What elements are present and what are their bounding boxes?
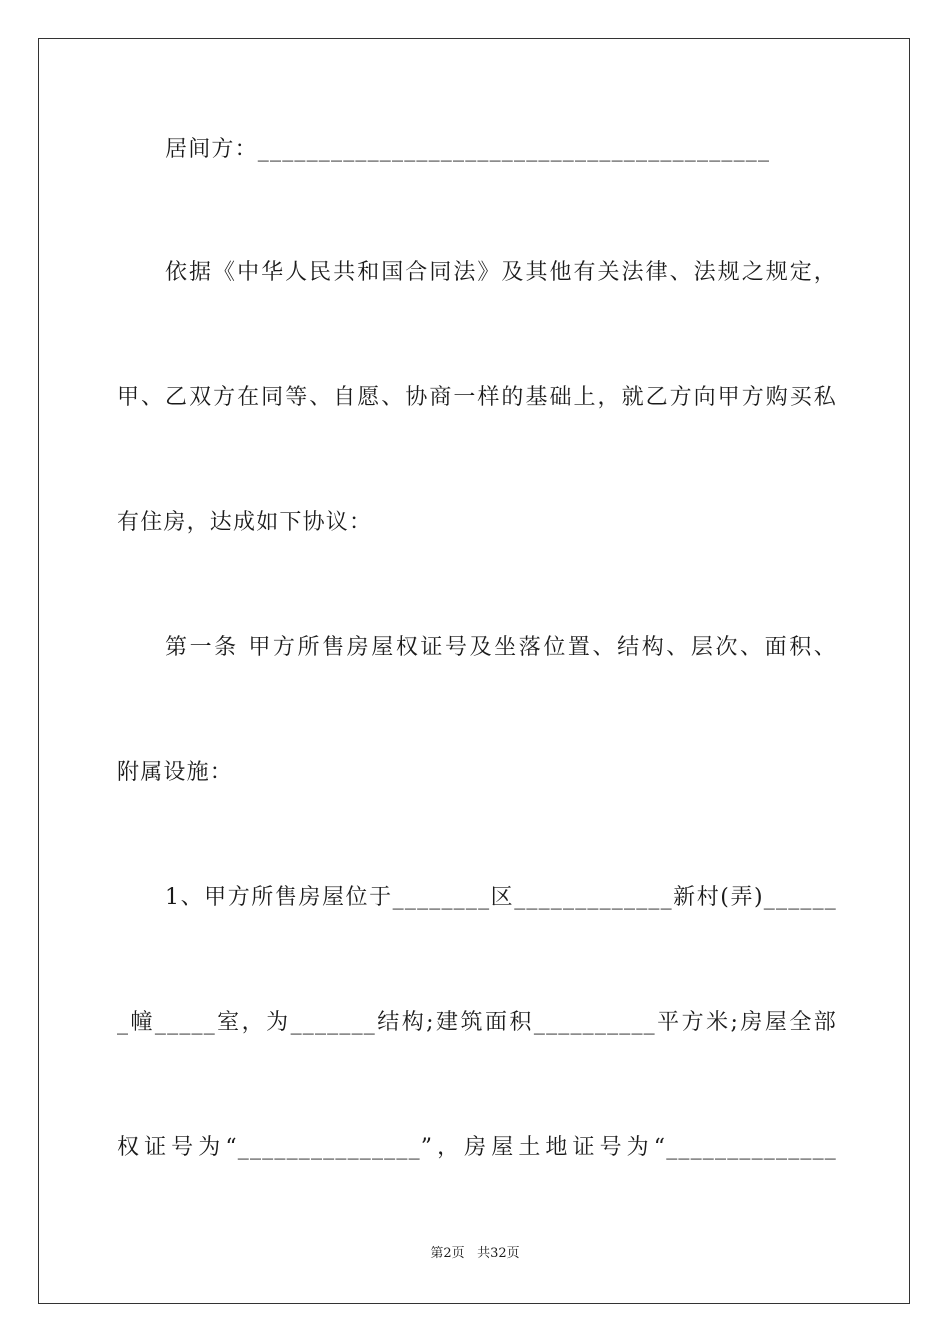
clause-line: _幢_____室，为_______结构;建筑面积__________平方米;房屋全部 — [117, 1010, 837, 1035]
page-total: 共32页 — [477, 1246, 520, 1261]
clause-line: 权证号为“_______________”，房屋土地证号为“______________ — [117, 1135, 837, 1160]
page-border — [38, 38, 910, 1304]
page-footer — [0, 1245, 950, 1263]
paragraph-line: 有住房，达成如下协议： — [117, 510, 373, 535]
article-heading-line: 第一条 甲方所售房屋权证号及坐落位置、结构、层次、面积、 — [165, 635, 837, 660]
paragraph-line: 附属设施： — [117, 760, 234, 785]
paragraph-line: 甲、乙双方在同等、自愿、协商一样的基础上，就乙方向甲方购买私 — [117, 385, 837, 410]
clause-line: 1、甲方所售房屋位于________区_____________新村(弄)______ — [165, 885, 837, 910]
mediator-line: 居间方：__________________________________________ — [165, 137, 771, 162]
paragraph-line: 依据《中华人民共和国合同法》及其他有关法律、法规之规定， — [165, 260, 837, 285]
page-number: 第2页 — [430, 1246, 465, 1261]
